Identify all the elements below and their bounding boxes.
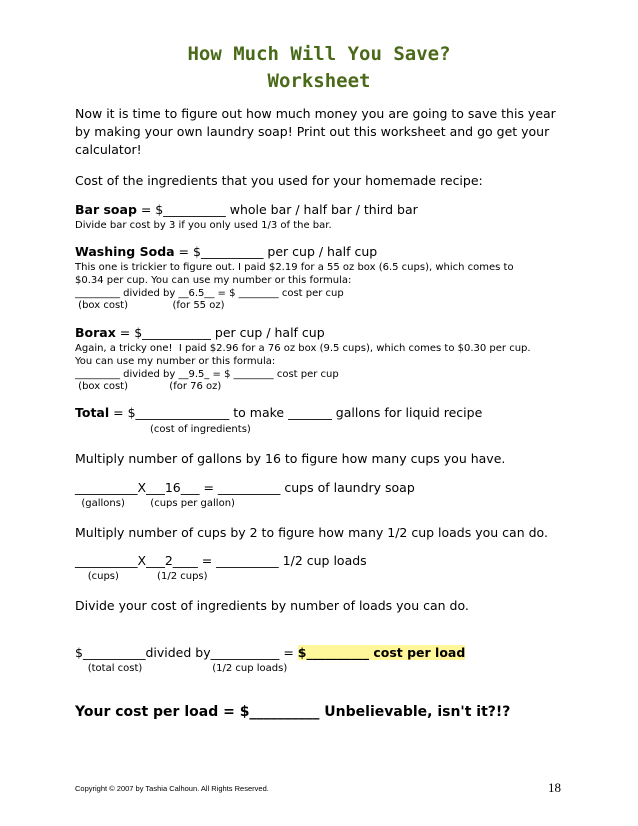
divide-cost-labels: (total cost) (1/2 cup loads) [75, 663, 288, 674]
borax-note-2: You can use my number or this formula: [75, 356, 276, 367]
borax-line [75, 325, 325, 340]
borax-note-1: Again, a tricky one! I paid $2.96 for a 76 oz box (9.5 cups), which comes to $0.30 per cup. [75, 343, 531, 354]
total-label: Total [75, 405, 110, 420]
multiply-gallons-labels: (gallons) (cups per gallon) [75, 498, 235, 509]
washing-soda-formula: _________ divided by __6.5__ = $ ________ cost per cup [75, 288, 344, 299]
washing-soda-label: Washing Soda [75, 244, 175, 259]
multiply-gallons-formula: __________X___16___ = __________ cups of laundry soap [75, 480, 415, 495]
divide-cost-text: Divide your cost of ingredients by number of loads you can do. [75, 598, 469, 613]
borax-field: = $___________ per cup / half cup [115, 325, 325, 340]
washing-soda-line [75, 244, 377, 259]
total-field: = $_______________ to make _______ gallons for liquid recipe [109, 405, 483, 420]
bar-soap-line [75, 202, 418, 217]
total-line [75, 405, 482, 420]
borax-formula: _________ divided by __9.5_ = $ ________ cost per cup [75, 369, 339, 380]
multiply-cups-labels: (cups) (1/2 cups) [75, 571, 208, 582]
bar-soap-label: Bar soap [75, 202, 137, 217]
multiply-gallons-text: Multiply number of gallons by 16 to figure how many cups you have. [75, 451, 506, 466]
washing-soda-formula-labels: (box cost) (for 55 oz) [75, 300, 225, 311]
intro-line-2: by making your own laundry soap! Print out this worksheet and go get your [75, 124, 550, 139]
intro-line-1: Now it is time to figure out how much money you are going to save this year [75, 106, 556, 121]
intro-line-3: calculator! [75, 142, 142, 157]
page-title: How Much Will You Save? [187, 43, 451, 65]
multiply-cups-text: Multiply number of cups by 2 to figure how many 1/2 cup loads you can do. [75, 525, 548, 540]
bar-soap-field: = $__________ whole bar / half bar / third bar [136, 202, 418, 217]
divide-cost-formula-start: $__________divided by___________ = [75, 645, 298, 660]
total-sub-label: (cost of ingredients) [150, 424, 251, 435]
bar-soap-note: Divide bar cost by 3 if you only used 1/3 of the bar. [75, 220, 332, 231]
cost-per-load-highlight: $__________ cost per load [297, 645, 466, 660]
page-number: 18 [548, 780, 561, 795]
washing-soda-note-1: This one is trickier to figure out. I paid $2.19 for a 55 oz box (6.5 cups), which comes to [75, 262, 514, 273]
divide-cost-formula [75, 645, 465, 660]
borax-label: Borax [75, 325, 116, 340]
washing-soda-note-2: $0.34 per cup. You can use my number or this formula: [75, 275, 352, 286]
borax-formula-labels: (box cost) (for 76 oz) [75, 381, 222, 392]
multiply-cups-formula: __________X___2____ = __________ 1/2 cup loads [75, 553, 367, 568]
final-cost-line: Your cost per load = $__________ Unbelievable, isn't it?!? [75, 704, 511, 720]
cost-heading: Cost of the ingredients that you used for your homemade recipe: [75, 173, 483, 188]
copyright-footer: Copyright © 2007 by Tashia Calhoun. All Rights Reserved. [75, 784, 269, 793]
washing-soda-field: = $__________ per cup / half cup [174, 244, 378, 259]
page-subtitle: Worksheet [267, 70, 371, 92]
